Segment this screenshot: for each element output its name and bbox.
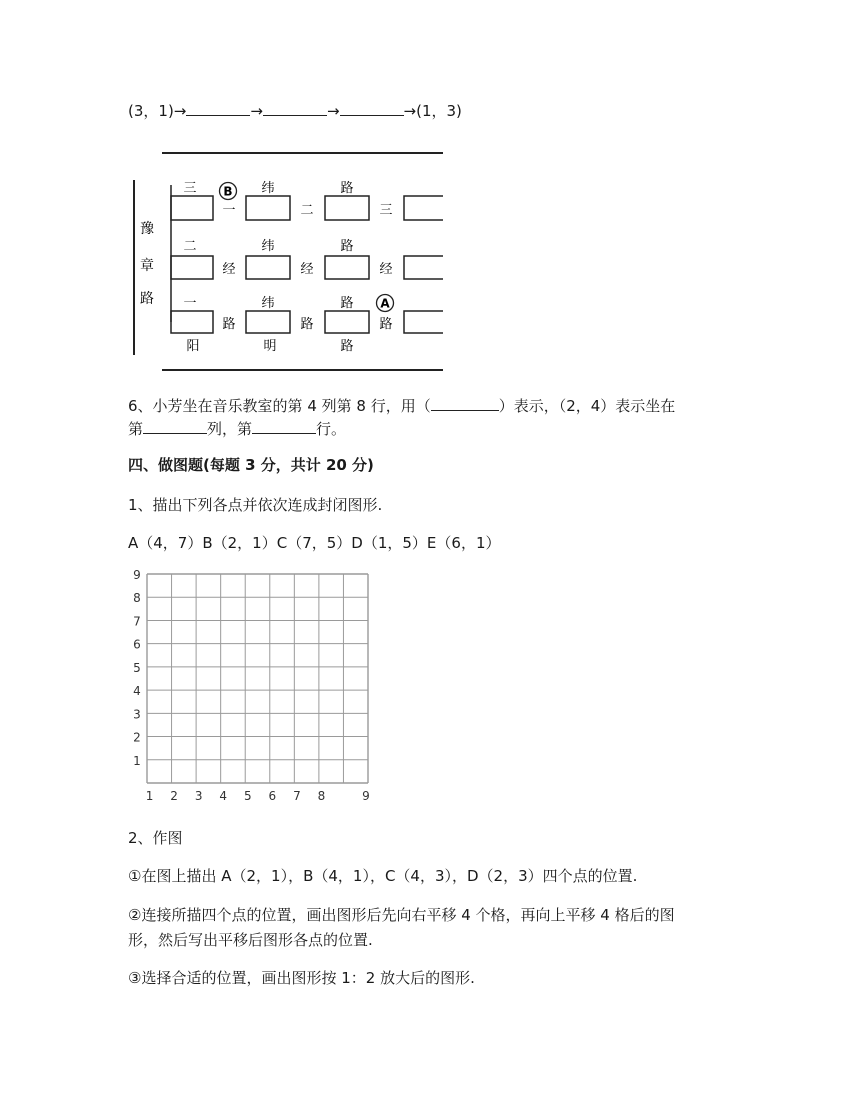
grid-y-label: 7 [133, 614, 141, 629]
row1-mid-label: 一 [222, 203, 236, 218]
q2-title: 2、作图 [128, 829, 183, 847]
wei-label: 纬 [261, 296, 275, 311]
lu-label: 路 [340, 239, 354, 254]
row1-mid-label: 二 [300, 203, 314, 218]
marker-a-label: A [380, 296, 390, 311]
grid-x-label: 3 [194, 789, 203, 803]
row3-mid-label: 路 [300, 317, 314, 332]
q6-blank-3[interactable] [252, 419, 316, 434]
map-block [404, 256, 443, 279]
q2-step-3: ③选择合适的位置，画出图形按 1：2 放大后的图形. [128, 969, 475, 987]
grid-x-label: 9 [362, 789, 370, 803]
map-block [246, 256, 290, 279]
q6-blank-1[interactable] [431, 396, 499, 411]
wei-label: 纬 [261, 181, 275, 196]
coordinate-grid [120, 565, 380, 805]
map-block [404, 311, 443, 333]
grid-x-label: 6 [268, 789, 277, 803]
path-end: (1，3) [416, 102, 462, 120]
bottom-road-label: 明 [263, 339, 277, 354]
q2-step-1: ①在图上描出 A（2，1），B（4，1），C（4，3），D（2，3）四个点的位置. [128, 867, 638, 885]
row1-mid-label: 三 [379, 203, 393, 218]
left-road-char: 路 [140, 291, 154, 307]
grid-x-label: 7 [293, 789, 301, 803]
grid-y-label: 3 [133, 707, 141, 722]
section-title: 四、做图题(每题 3 分，共计 20 分) [128, 456, 374, 474]
grid-x-label: 8 [317, 789, 326, 803]
street-map [0, 0, 860, 400]
row2-mid-label: 经 [222, 262, 236, 277]
map-block [246, 196, 290, 220]
path-start: (3，1) [128, 102, 174, 120]
q6-line-2: 第 列，第 行。 [128, 420, 347, 438]
row3-mid-label: 路 [379, 317, 393, 332]
map-block [404, 196, 443, 220]
path-arrow: → [403, 102, 417, 120]
grid-y-label: 5 [133, 660, 141, 675]
left-road-char: 豫 [140, 221, 154, 237]
row-label: 三 [183, 181, 197, 196]
grid-x-label: 2 [170, 789, 178, 803]
path-arrow: → [173, 102, 187, 120]
marker-b-label: B [223, 184, 233, 199]
q2-step-2-line-1: ②连接所描四个点的位置，画出图形后先向右平移 4 个格，再向上平移 4 格后的图 [128, 906, 675, 924]
map-block [171, 256, 213, 279]
grid-x-label: 4 [219, 789, 228, 803]
bottom-road-label: 阳 [186, 339, 200, 354]
row-label: 一 [183, 296, 197, 311]
row2-mid-label: 经 [300, 262, 314, 277]
q1-title: 1、描出下列各点并依次连成封闭图形. [128, 496, 383, 514]
q6-blank-2[interactable] [143, 419, 207, 434]
grid-x-label: 1 [145, 789, 154, 803]
row2-mid-label: 经 [379, 262, 393, 277]
left-road-char: 章 [140, 258, 154, 274]
grid-y-label: 4 [133, 684, 141, 699]
row-label: 二 [183, 239, 197, 254]
map-block [325, 256, 369, 279]
lu-label: 路 [340, 181, 354, 196]
q2-step-2-line-2: 形，然后写出平移后图形各点的位置. [128, 931, 373, 949]
row3-mid-label: 路 [222, 317, 236, 332]
map-block [171, 196, 213, 220]
map-block [171, 311, 213, 333]
grid-y-label: 9 [133, 568, 141, 582]
q6-line-1: 6、小芳坐在音乐教室的第 4 列第 8 行，用（ ）表示，（2，4）表示坐在 [128, 397, 676, 415]
map-block [325, 311, 369, 333]
grid-y-label: 8 [133, 591, 141, 606]
bottom-road-label: 路 [340, 339, 354, 354]
path-arrow: → [250, 102, 263, 120]
lu-label: 路 [340, 296, 354, 311]
path-arrow: → [326, 102, 340, 120]
grid-x-label: 5 [243, 789, 252, 803]
wei-label: 纬 [261, 239, 275, 254]
grid-y-label: 2 [133, 730, 141, 745]
q1-points: A（4，7）B（2，1）C（7，5）D（1，5）E（6，1） [128, 534, 501, 552]
grid-y-label: 1 [133, 753, 141, 768]
grid-y-label: 6 [133, 637, 141, 652]
map-block [246, 311, 290, 333]
map-block [325, 196, 369, 220]
